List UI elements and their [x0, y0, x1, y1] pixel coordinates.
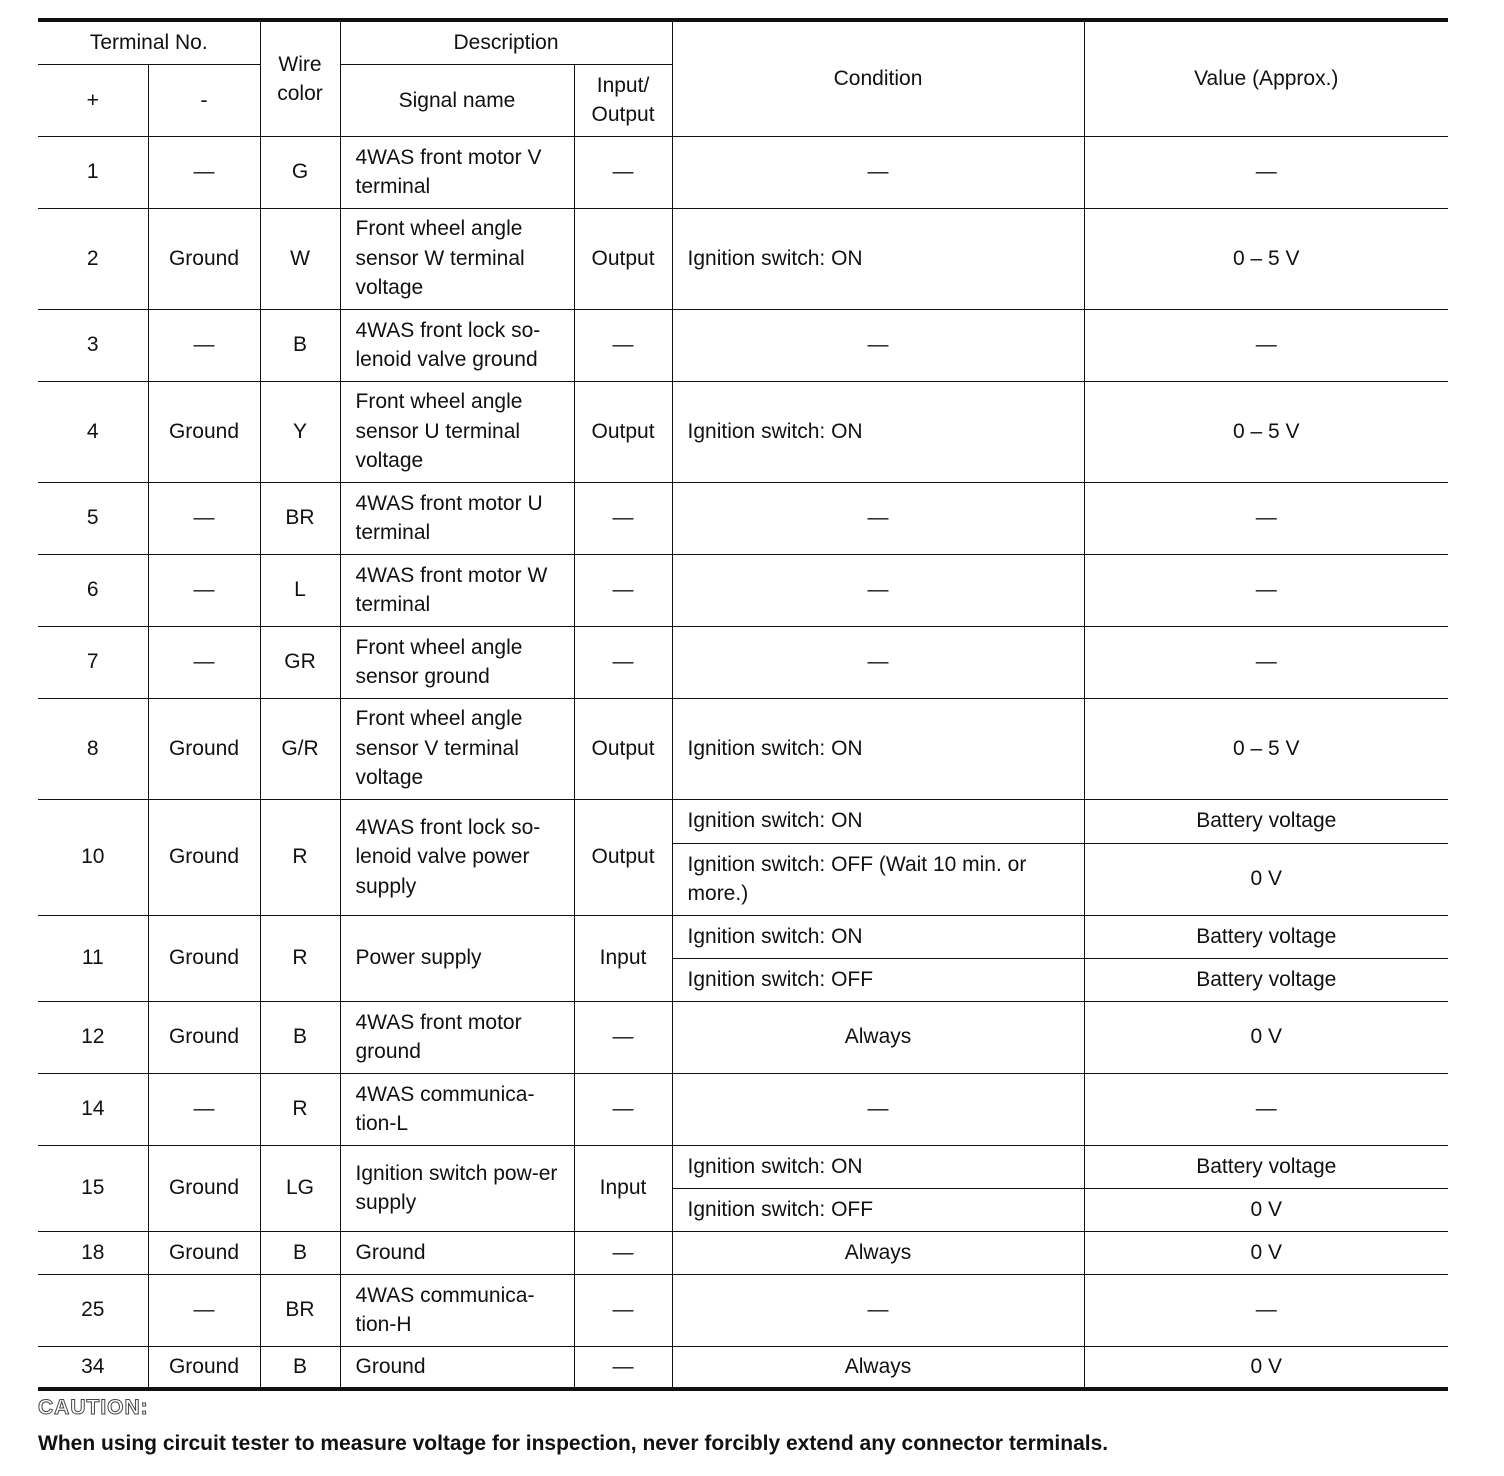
value-cell: 0 – 5 V [1084, 208, 1448, 309]
value-cell: 0 V [1084, 1001, 1448, 1073]
input-output-cell: — [574, 1231, 672, 1274]
input-output-cell: Output [574, 208, 672, 309]
value-cell: — [1084, 309, 1448, 381]
input-output-cell: Output [574, 698, 672, 799]
value-cell: — [1084, 1274, 1448, 1346]
terminal-minus-cell: — [148, 554, 260, 626]
condition-header: Condition [672, 20, 1084, 136]
value-cell: 0 V [1084, 1188, 1448, 1231]
table-row [38, 1001, 1448, 1073]
input-output-header: Input/ Output [574, 64, 672, 136]
condition-cell: Ignition switch: ON [672, 381, 1084, 482]
input-output-cell: — [574, 1274, 672, 1346]
terminal-minus-cell: — [148, 136, 260, 208]
wire-color-cell: W [260, 208, 340, 309]
wire-color-cell: B [260, 309, 340, 381]
table-row [38, 799, 1448, 843]
terminal-plus-cell: 10 [38, 799, 148, 915]
value-header: Value (Approx.) [1084, 20, 1448, 136]
signal-name-cell: Front wheel angle sensor U terminal voltage [340, 381, 574, 482]
value-cell: 0 V [1084, 1346, 1448, 1389]
condition-cell: — [672, 1073, 1084, 1145]
condition-cell: — [672, 309, 1084, 381]
wire-color-cell: R [260, 1073, 340, 1145]
wire-color-cell: G/R [260, 698, 340, 799]
caution-text: When using circuit tester to measure voltage for inspection, never forcibly extend any connector terminals. [38, 1432, 1109, 1455]
terminal-plus-cell: 12 [38, 1001, 148, 1073]
input-output-cell: — [574, 482, 672, 554]
condition-cell: Always [672, 1346, 1084, 1389]
terminal-minus-cell: Ground [148, 381, 260, 482]
table-row [38, 915, 1448, 958]
terminal-plus-cell: 15 [38, 1145, 148, 1231]
terminal-plus-cell: 6 [38, 554, 148, 626]
plus-header: + [38, 64, 148, 136]
value-cell: — [1084, 554, 1448, 626]
minus-header: - [148, 64, 260, 136]
terminal-minus-cell: Ground [148, 1231, 260, 1274]
signal-name-cell: 4WAS front motor W terminal [340, 554, 574, 626]
wire-color-cell: G [260, 136, 340, 208]
table-row [38, 1073, 1448, 1145]
condition-cell: — [672, 626, 1084, 698]
signal-name-cell: 4WAS front lock so-lenoid valve ground [340, 309, 574, 381]
value-cell: Battery voltage [1084, 1145, 1448, 1188]
table-row [38, 626, 1448, 698]
terminal-plus-cell: 7 [38, 626, 148, 698]
value-cell: — [1084, 626, 1448, 698]
input-output-cell: — [574, 136, 672, 208]
terminal-plus-cell: 14 [38, 1073, 148, 1145]
input-output-cell: Input [574, 915, 672, 1001]
value-cell: — [1084, 136, 1448, 208]
terminal-plus-cell: 25 [38, 1274, 148, 1346]
value-cell: — [1084, 482, 1448, 554]
signal-name-cell: Ground [340, 1346, 574, 1389]
table-row [38, 1145, 1448, 1188]
condition-cell: Ignition switch: ON [672, 799, 1084, 843]
wire-color-cell: B [260, 1001, 340, 1073]
signal-name-cell: 4WAS front motor U terminal [340, 482, 574, 554]
signal-name-cell: 4WAS communica-tion-L [340, 1073, 574, 1145]
terminal-plus-cell: 34 [38, 1346, 148, 1389]
table-row [38, 381, 1448, 482]
terminal-plus-cell: 18 [38, 1231, 148, 1274]
caution-label: CAUTION: [38, 1396, 149, 1419]
wire-color-cell: LG [260, 1145, 340, 1231]
condition-cell: — [672, 554, 1084, 626]
condition-cell: — [672, 482, 1084, 554]
terminal-minus-cell: Ground [148, 799, 260, 915]
terminal-minus-cell: — [148, 482, 260, 554]
wire-color-cell: B [260, 1231, 340, 1274]
table-row [38, 208, 1448, 309]
signal-name-cell: 4WAS communica-tion-H [340, 1274, 574, 1346]
value-cell: 0 V [1084, 1231, 1448, 1274]
condition-cell: Ignition switch: OFF (Wait 10 min. or more.) [672, 843, 1084, 915]
signal-name-cell: Ground [340, 1231, 574, 1274]
terminal-minus-cell: Ground [148, 915, 260, 1001]
value-cell: — [1084, 1073, 1448, 1145]
wire-color-cell: GR [260, 626, 340, 698]
terminal-no-header: Terminal No. [38, 20, 260, 64]
condition-cell: Ignition switch: OFF [672, 958, 1084, 1001]
table-body [38, 136, 1448, 1389]
value-cell: Battery voltage [1084, 958, 1448, 1001]
wire-color-header: Wire color [260, 20, 340, 136]
terminal-plus-cell: 1 [38, 136, 148, 208]
terminal-minus-cell: Ground [148, 1001, 260, 1073]
terminal-minus-cell: — [148, 626, 260, 698]
value-cell: 0 – 5 V [1084, 698, 1448, 799]
signal-name-cell: 4WAS front lock so-lenoid valve power supply [340, 799, 574, 915]
terminal-plus-cell: 4 [38, 381, 148, 482]
terminal-plus-cell: 3 [38, 309, 148, 381]
terminal-plus-cell: 5 [38, 482, 148, 554]
wire-color-cell: L [260, 554, 340, 626]
signal-name-cell: Power supply [340, 915, 574, 1001]
signal-name-header: Signal name [340, 64, 574, 136]
table-row [38, 136, 1448, 208]
description-header: Description [340, 20, 672, 64]
signal-name-cell: Front wheel angle sensor W terminal voltage [340, 208, 574, 309]
terminal-plus-cell: 8 [38, 698, 148, 799]
terminal-plus-cell: 11 [38, 915, 148, 1001]
condition-cell: — [672, 136, 1084, 208]
value-cell: Battery voltage [1084, 915, 1448, 958]
input-output-cell: — [574, 554, 672, 626]
value-cell: 0 V [1084, 843, 1448, 915]
terminal-minus-cell: Ground [148, 698, 260, 799]
terminal-table [38, 18, 1448, 1391]
wire-color-cell: BR [260, 1274, 340, 1346]
terminal-minus-cell: Ground [148, 1346, 260, 1389]
signal-name-cell: 4WAS front motor V terminal [340, 136, 574, 208]
table-row [38, 698, 1448, 799]
table-row [38, 482, 1448, 554]
terminal-minus-cell: — [148, 309, 260, 381]
input-output-cell: Output [574, 799, 672, 915]
terminal-minus-cell: Ground [148, 1145, 260, 1231]
condition-cell: — [672, 1274, 1084, 1346]
input-output-cell: Output [574, 381, 672, 482]
condition-cell: Ignition switch: OFF [672, 1188, 1084, 1231]
value-cell: Battery voltage [1084, 799, 1448, 843]
input-output-cell: Input [574, 1145, 672, 1231]
condition-cell: Always [672, 1231, 1084, 1274]
wire-color-cell: R [260, 799, 340, 915]
table-row [38, 1346, 1448, 1389]
condition-cell: Ignition switch: ON [672, 915, 1084, 958]
signal-name-cell: 4WAS front motor ground [340, 1001, 574, 1073]
input-output-cell: — [574, 1001, 672, 1073]
terminal-minus-cell: — [148, 1073, 260, 1145]
input-output-cell: — [574, 1346, 672, 1389]
input-output-cell: — [574, 309, 672, 381]
wire-color-cell: BR [260, 482, 340, 554]
terminal-plus-cell: 2 [38, 208, 148, 309]
terminal-minus-cell: Ground [148, 208, 260, 309]
value-cell: 0 – 5 V [1084, 381, 1448, 482]
condition-cell: Ignition switch: ON [672, 1145, 1084, 1188]
signal-name-cell: Ignition switch pow-er supply [340, 1145, 574, 1231]
table-row [38, 309, 1448, 381]
table-row [38, 1231, 1448, 1274]
wire-color-cell: B [260, 1346, 340, 1389]
condition-cell: Ignition switch: ON [672, 208, 1084, 309]
condition-cell: Ignition switch: ON [672, 698, 1084, 799]
signal-name-cell: Front wheel angle sensor V terminal voltage [340, 698, 574, 799]
signal-name-cell: Front wheel angle sensor ground [340, 626, 574, 698]
wire-color-cell: Y [260, 381, 340, 482]
condition-cell: Always [672, 1001, 1084, 1073]
terminal-minus-cell: — [148, 1274, 260, 1346]
table-row [38, 1274, 1448, 1346]
input-output-cell: — [574, 626, 672, 698]
input-output-cell: — [574, 1073, 672, 1145]
wire-color-cell: R [260, 915, 340, 1001]
table-row [38, 554, 1448, 626]
